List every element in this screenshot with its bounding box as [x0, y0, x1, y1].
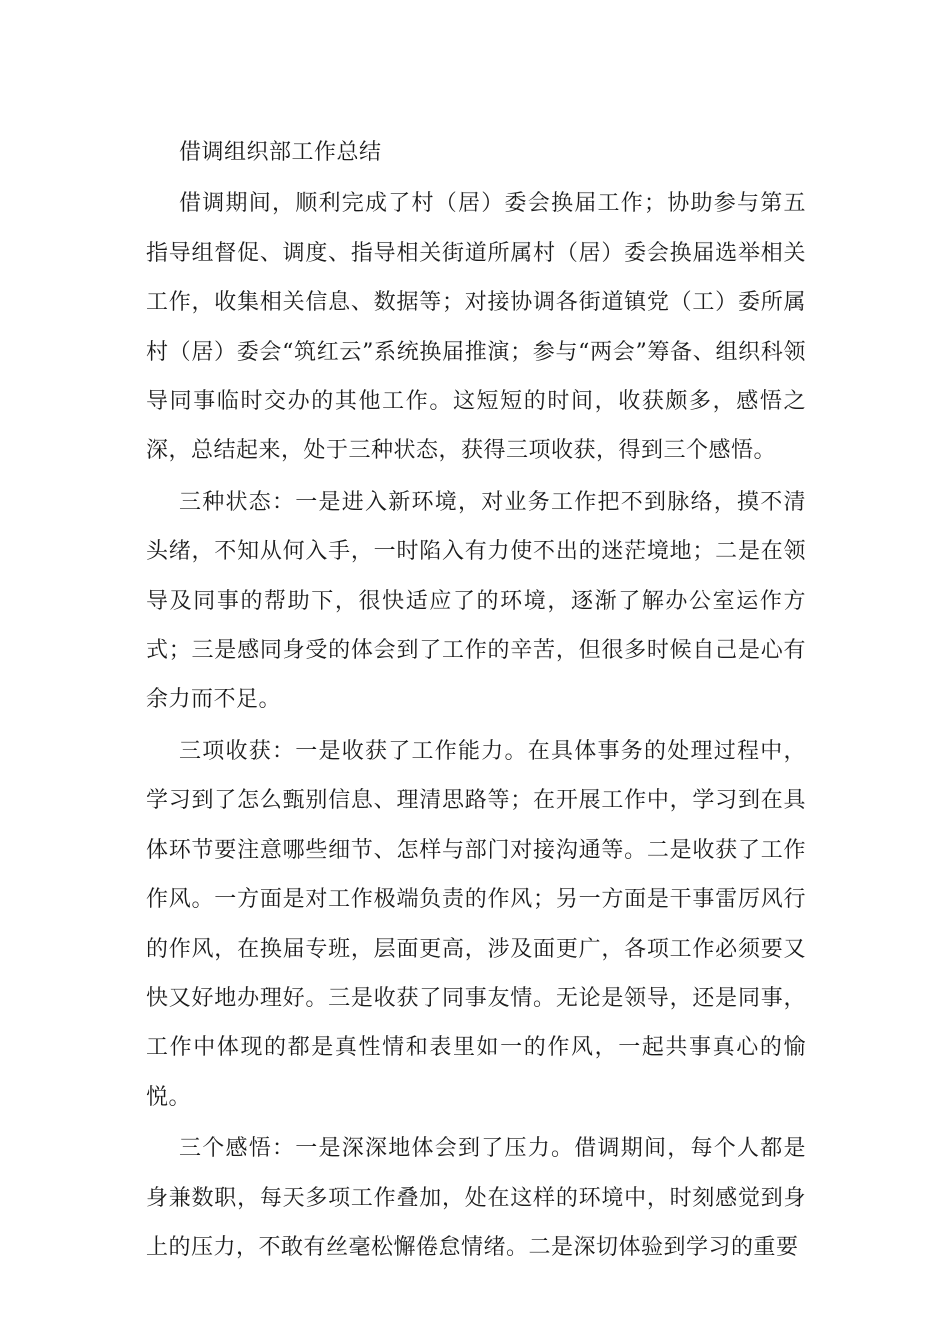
paragraph-three-insights: 三个感悟：一是深深地体会到了压力。借调期间，每个人都是身兼数职，每天多项工作叠加，处在这样的环境中，时刻感觉到身上的压力，不敢有丝毫松懈倦怠情绪。二是深切体验到学习的重要	[146, 1136, 806, 1260]
paragraph-three-gains: 三项收获：一是收获了工作能力。在具体事务的处理过程中，学习到了怎么甄别信息、理清思路等；在开展工作中，学习到在具体环节要注意哪些细节、怎样与部门对接沟通等。二是收获了工作作风。一方面是对工作极端负责的作风；另一方面是干事雷厉风行的作风，在换届专班，层面更高，涉及面更广，各项工作必须要又快又好地办理好。三是收获了同事友情。无论是领导，还是同事，工作中体现的都是真性情和表里如一的作风，一起共事真心的愉悦。	[146, 738, 806, 1110]
document-title: 借调组织部工作总结	[179, 140, 382, 165]
document-body	[146, 128, 806, 1274]
paragraph-intro: 借调期间，顺利完成了村（居）委会换届工作；协助参与第五指导组督促、调度、指导相关街道所属村（居）委会换届选举相关工作，收集相关信息、数据等；对接协调各街道镇党（工）委所属村（居）委会“筑红云”系统换届推演；参与“两会”筹备、组织科领导同事临时交办的其他工作。这短短的时间，收获颇多，感悟之深，总结起来，处于三种状态，获得三项收获，得到三个感悟。	[146, 191, 806, 464]
paragraph-three-states: 三种状态：一是进入新环境，对业务工作把不到脉络，摸不清头绪，不知从何入手，一时陷入有力使不出的迷茫境地；二是在领导及同事的帮助下，很快适应了的环境，逐渐了解办公室运作方式；三是感同身受的体会到了工作的辛苦，但很多时候自己是心有余力而不足。	[146, 489, 806, 713]
